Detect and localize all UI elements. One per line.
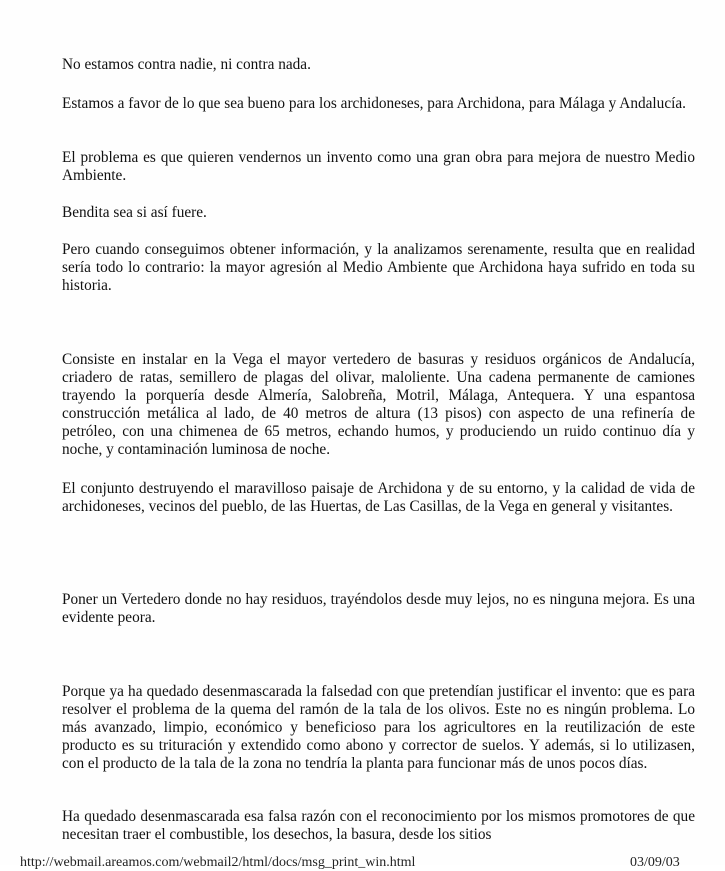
footer-url: http://webmail.areamos.com/webmail2/html/docs/msg_print_win.html [20,855,416,870]
paragraph-10: Ha quedado desenmascarada esa falsa razón con el reconocimiento por los mismos promotores de que necesitan traer el combustible, los desechos, la basura, desde los sitios [62,808,695,843]
paragraph-4: Bendita sea si así fuere. [62,204,207,221]
paragraph-7: El conjunto destruyendo el maravilloso paisaje de Archidona y de su entorno, y la calidad de vida de archidoneses, vecinos del pueblo, de las Huertas, de Las Casillas, de la Vega en general y visitantes. [62,480,695,515]
paragraph-2: Estamos a favor de lo que sea bueno para los archidoneses, para Archidona, para Málaga y Andalucía. [62,95,686,112]
paragraph-3: El problema es que quieren vendernos un invento como una gran obra para mejora de nuestro Medio Ambiente. [62,149,695,184]
paragraph-5: Pero cuando conseguimos obtener información, y la analizamos serenamente, resulta que en realidad sería todo lo contrario: la mayor agresión al Medio Ambiente que Archidona haya sufrido en toda su historia. [62,241,695,294]
paragraph-1: No estamos contra nadie, ni contra nada. [62,56,311,73]
paragraph-6: Consiste en instalar en la Vega el mayor vertedero de basuras y residuos orgánicos de Andalucía, criadero de ratas, semillero de plagas del olivar, maloliente. Una cadena permanente de camiones trayendo la porquería desde Almería, Salobreña, Motril, Málaga, Antequera. Y una espantosa construcción metálica al lado, de 40 metros de altura (13 pisos) con aspecto de una refinería de petróleo, con una chimenea de 65 metros, echando humos, y produciendo un ruido continuo día y noche, y contaminación luminosa de noche. [62,351,695,458]
paragraph-9: Porque ya ha quedado desenmascarada la falsedad con que pretendían justificar el invento: que es para resolver el problema de la quema del ramón de la tala de los olivos. Este no es ningún problema. Lo más avanzado, limpio, económico y beneficioso para los agricultores en la reutilización de este producto es su trituración y extendido como abono y corrector de suelos. Y además, si lo utilizasen, con el producto de la tala de la zona no tendría la planta para funcionar más de unos pocos días. [62,683,695,772]
footer-date: 03/09/03 [630,855,680,870]
paragraph-8: Poner un Vertedero donde no hay residuos, trayéndolos desde muy lejos, no es ninguna mejora. Es una evidente peora. [62,591,695,626]
